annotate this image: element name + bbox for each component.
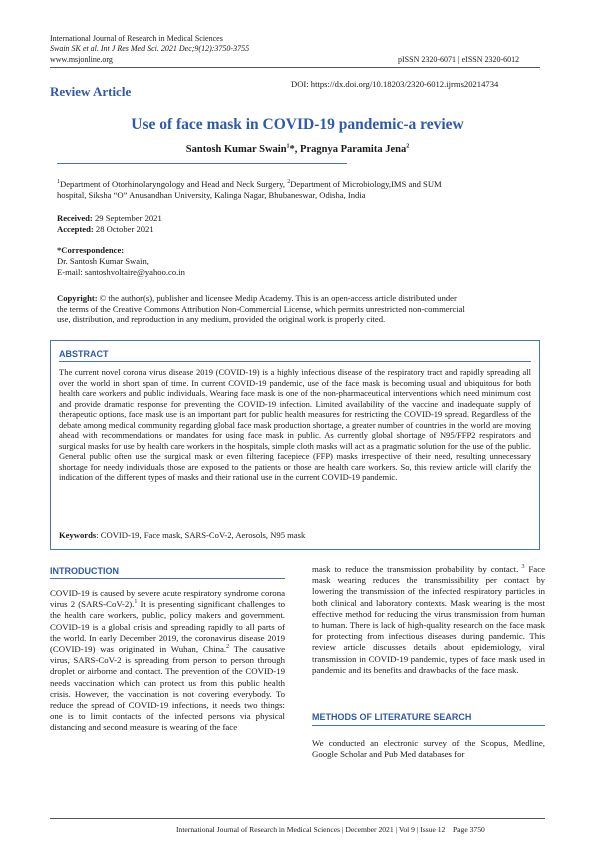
footer: International Journal of Research in Medical Sciences | December 2021 | Vol 9 | Issue 12 Page 3750 xyxy=(176,825,485,834)
accepted-date: Accepted: 28 October 2021 xyxy=(57,224,154,234)
website: www.msjonline.org xyxy=(50,55,113,64)
author-rule xyxy=(57,163,347,164)
abstract-text: The current novel corona virus disease 2019 (COVID-19) is a highly infectious disease of the respiratory tract and rapidly spreading all over the world in short span of time. In current COVID-19 pandemic, use of the face mask is becoming usual and ubiquitous for both health care workers and public individuals. Wearing face mask is one of the non-pharmaceutical interventions which need minimum cost and provide dramatic response for preventing the COVID-19 infection. Limited availability of the vaccine and inadequate supply of therapeutic options, face mask use is an important part for public health measures for restricting the COVID-19 spread. Regardless of the debate among medical community regarding global face mask production shortage, a greater number of countries in the world are moving ahead with recommendations or mandates for using face mask in public. As currently global shortage of N95/FFP2 respirators and surgical masks for use by health care workers in the hospitals, simple cloth masks will act as a pragmatic solution for the use of the public. General public often use the surgical mask or even filtering facepiece (FFP) masks irrespective of their need, resulting unnecessary shortage for needy individuals those are exposed to the patients or those are health care workers. So, this review article will clarify the indication of the different types of masks and their rational use in the current COVID-19 pandemic. xyxy=(59,367,531,482)
citation: Swain SK et al. Int J Res Med Sci. 2021 Dec;9(12):3750-3755 xyxy=(50,44,250,53)
issn: pISSN 2320-6071 | eISSN 2320-6012 xyxy=(398,55,520,64)
author-1-affil: 1 xyxy=(286,143,290,150)
introduction-rule xyxy=(50,578,285,579)
author-2: Pragnya Paramita Jena xyxy=(300,144,407,155)
abstract-box xyxy=(50,340,540,550)
footer-rule xyxy=(50,818,545,819)
copyright: Copyright: © the author(s), publisher and licensee Medip Academy. This is an open-access article distributed under the terms of the Creative Commons Attribution Non-Commercial License, which permits unrestricted non-commercial use, distribution, and reproduction in any medium, provided the original work is properly cited. xyxy=(57,293,465,325)
header-rule xyxy=(50,67,540,68)
author-2-affil: 2 xyxy=(406,143,410,150)
abstract-heading: ABSTRACT xyxy=(59,349,109,359)
correspondence-email[interactable]: E-mail: santoshvoltaire@yahoo.co.in xyxy=(57,267,185,277)
author-1: Santosh Kumar Swain xyxy=(185,144,287,155)
methods-rule xyxy=(312,725,545,726)
correspondence-name: Dr. Santosh Kumar Swain, xyxy=(57,256,149,266)
received-date: Received: 29 September 2021 xyxy=(57,213,162,223)
article-type: Review Article xyxy=(50,84,132,99)
correspondence-label: *Correspondence: xyxy=(57,245,125,255)
abstract-rule xyxy=(59,361,531,362)
corresponding-mark: *, xyxy=(289,144,301,155)
right-column-text: mask to reduce the transmission probability by contact. $^3$ Face mask wearing reduces the transmissibility per contact by lowering the transmission of the infected respiratory particles in both clinical and laboratory contexts. Mask wearing is the most effective method for reducing the virus transmission from human to human. There is lack of high-quality research on the face mask for protecting from infectious diseases during pandemic. This review article discusses details about epidemiology, viral transmission in COVID-19 pandemic, types of face mask used in pandemic and its benefits and drawbacks of the face mask. xyxy=(312,564,546,675)
doi[interactable]: DOI: https://dx.doi.org/10.18203/2320-6012.ijrms20214734 xyxy=(291,79,499,89)
journal-name: International Journal of Research in Medical Sciences xyxy=(50,34,223,43)
introduction-text: COVID-19 is caused by severe acute respiratory syndrome corona virus 2 (SARS-CoV-2).$^1$ It is presenting significant challenges to the health care workers, public, policy makers and government. COVID-19 is a global crisis and spreading rapidly to all parts of the world. In early December 2019, the coronavirus disease 2019 (COVID-19) was originated in Wuhan, China.$^2$ The causative virus, SARS-CoV-2 is spreading from person to person through droplet or airborne and contact. The prevention of the COVID-19 needs vaccination which can protect us from this public health crisis. However, the vaccination is not covering everybody. To reduce the spread of COVID-19 infections, it needs two things: one is to limit contacts of the infected persons via physical distancing and second measure is wearing of the face xyxy=(50,588,285,733)
authors xyxy=(0,144,595,155)
article-title: Use of face mask in COVID-19 pandemic-a review xyxy=(131,116,464,133)
keywords: Keywords: COVID-19, Face mask, SARS-CoV-2, Aerosols, N95 mask xyxy=(59,530,306,540)
affiliations: $^1$Department of Otorhinolaryngology and Head and Neck Surgery, $^2$Department of Microbiology,IMS and SUM hospital, Siksha “O” Anusandhan University, Kalinga Nagar, Bhubaneswar, Odisha, India xyxy=(57,179,442,200)
methods-text: We conducted an electronic survey of the Scopus, Medline, Google Scholar and Pub Med databases for xyxy=(312,738,545,760)
methods-heading: METHODS OF LITERATURE SEARCH xyxy=(312,712,472,722)
introduction-heading: INTRODUCTION xyxy=(50,566,119,576)
